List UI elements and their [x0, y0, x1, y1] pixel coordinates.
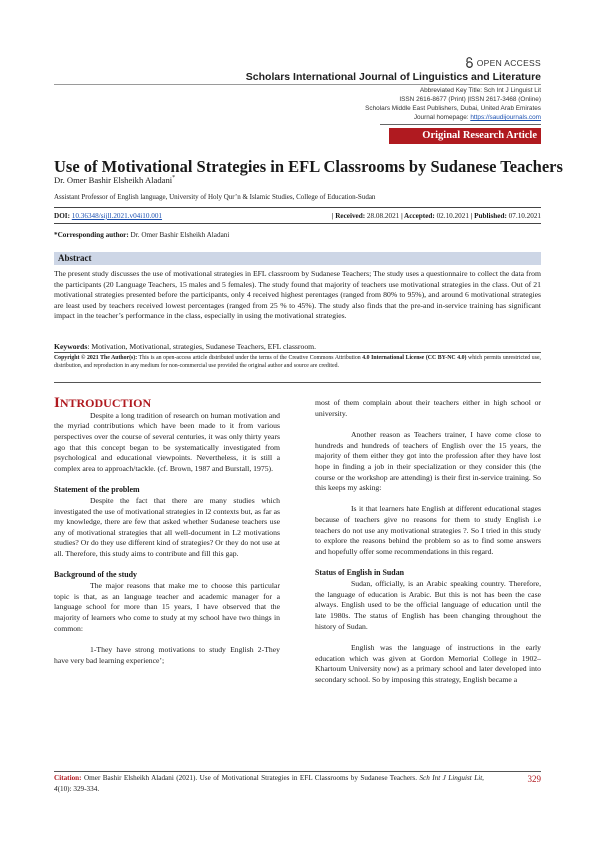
corresponding-name: Dr. Omer Bashir Elsheikh Aladani [130, 231, 230, 239]
citation-text: Omer Bashir Elsheikh Aladani (2021). Use of Motivational Strategies in EFL Classrooms by Sudanese Teachers. [81, 774, 420, 782]
article-type-banner: Original Research Article [389, 128, 541, 144]
introduction-rest: NTRODUCTION [59, 396, 152, 410]
statement-heading: Statement of the problem [54, 485, 140, 495]
open-access-badge [465, 57, 541, 68]
footer-divider [54, 771, 541, 772]
journal-title: Scholars International Journal of Linguistics and Literature [245, 71, 541, 83]
statement-paragraph: Despite the fact that there are many studies which investigated the use of motivational strategies in l2 contexts but, as far as my knowledge, there are few that asked whether Sudanese teachers use any of motivational strategies that all well-document in L2 motivations studies? Or do they use different kind of strategies? Or they do not use at all. Therefore, this study aims to contribute and fill this gap. [54, 495, 280, 559]
homepage-label: Journal homepage: [413, 114, 471, 121]
copyright-divider [54, 382, 541, 383]
open-lock-icon [465, 57, 474, 68]
author-name: Dr. Omer Bashir Elsheikh Aladani [54, 175, 173, 185]
published-date: 07.10.2021 [508, 212, 541, 220]
accepted-label: | Accepted: [401, 212, 435, 220]
corresponding-author [54, 231, 229, 239]
received-label: | Received: [331, 212, 366, 220]
copyright-notice [54, 354, 541, 370]
right-paragraph-continued: most of them complain about their teachers either in high school or university. [315, 398, 541, 418]
doi-bottom-divider [54, 223, 541, 224]
homepage-link[interactable]: https://saudijournals.com [470, 114, 541, 121]
keywords-line [54, 342, 541, 351]
question-paragraph: Is it that learners hate English at different educational stages because of teachers give no reasons for them to study English i.e teachers do not use any motivational strategies ?. So I tried in this study to explore the reasons behind the problem so as to find some answers and hopefully offer some recommendations in this regard. [315, 504, 541, 557]
abstract-text: The present study discusses the use of motivational strategies in EFL classroom by Sudanese Teachers; The study uses a questionnaire to collect the data from the participants (20 Language Teachers, 15 males and 5 females). The study found that majority of teachers use motivational strategies in the class. Out of 21 motivational strategies presented before the participants, only 4 received highest perentages (ranged from 80% to 95%), and around 6 motivational strategies are least used by teachers received lowest percentages (ranged from 25 % to 45%). The study also finds that the pre-and in-service training has significant impact in the teacher’s performance in the class, especially in using the motivational strategies. [54, 269, 541, 321]
header-divider [54, 84, 541, 85]
copyright-text: This is an open-access article distributed under the terms of the Creative Commons Attribution [137, 355, 363, 361]
body-column-left [54, 395, 280, 666]
dates-block [332, 212, 541, 220]
author-line [54, 175, 175, 185]
author-affiliation: Assistant Professor of English language, University of Holy Qur’n & Islamic Studies, College of Education-Sudan [54, 193, 376, 201]
citation-journal: Sch Int J Linguist Lit, 4 [54, 774, 484, 793]
doi-link[interactable]: 10.36348/sijll.2021.v04i10.001 [71, 212, 163, 220]
open-access-label: OPEN ACCESS [476, 57, 541, 68]
copyright-label: Copyright © 2021 The Author(s): [54, 355, 138, 361]
introduction-heading [54, 395, 280, 411]
status-paragraph: Sudan, officially, is an Arabic speaking country. Therefore, the language of education is Arabic. But this is not has been the case always. English used to be the official language of education until the late 1980s. The status of English has been changing throughout the history of Sudan. [315, 578, 541, 631]
license-name: 4.0 International License (CC BY-NC 4.0) [362, 355, 467, 361]
body-column-right [315, 398, 541, 685]
accepted-date: 02.10.2021 [436, 212, 469, 220]
background-heading: Background of the study [54, 570, 137, 580]
publisher-line: Scholars Middle East Publishers, Dubai, United Arab Emirates [365, 105, 541, 112]
abbreviated-key-title: Abbreviated Key Title: Sch Int J Linguist Lit [419, 87, 541, 94]
doi-dates-row [54, 212, 541, 220]
article-title: Use of Motivational Strategies in EFL Classrooms by Sudanese Teachers [54, 157, 563, 176]
status-heading: Status of English in Sudan [315, 568, 405, 578]
journal-homepage [414, 114, 541, 121]
background-paragraph: The major reasons that make me to choose this particular topic is that, as an language teacher and academic manager for a language school for more than 15 years, I have observed that the majority of learners who come to study at my school have two things in common: [54, 581, 280, 633]
author-mark: * [172, 175, 176, 182]
keywords-label: Keywords [54, 342, 88, 351]
citation-tail: (10): 329-334. [57, 784, 100, 793]
issn-line: ISSN 2616-8677 (Print) |ISSN 2617-3468 (Online) [399, 96, 541, 103]
received-date: 28.08.2021 [366, 212, 400, 220]
corresponding-label: *Corresponding author: [54, 231, 129, 239]
intro-paragraph: Despite a long tradition of research on human motivation and the myriad contributions which have been made to it from various perspectives over the course of several centuries, it was only thirty years ago that this concept began to be systematically investigated from psychological and educational viewpoints. Nevertheless, it is still a complex area to approach/tackle. (cf. Brown, 1987 and Burstall, 1975). [54, 410, 280, 473]
background-list: 1-They have strong motivations to study English 2-They have very bad learning experience’; [54, 644, 280, 665]
published-label: | Published: [470, 212, 507, 220]
citation-label: Citation: [54, 774, 82, 782]
page-number: 329 [527, 774, 541, 784]
copyright-tail: which permits unrestricted use, distribution, and reproduction in any medium for non-commercial use provided the original author and source are credited. [54, 355, 541, 369]
doi-block [54, 212, 162, 220]
keywords-list: : Motivation, Motivational, strategies, Sudanese Teachers, EFL classroom. [87, 342, 317, 351]
trainer-paragraph: Another reason as Teachers trainer, I have come close to hundreds and hundreds of teachers of English over the 15 years, the majority of them either they got into the profession after they have lost hope in finding a job in their specialization or they consider this (the course or the workshop are attending) is their first in-service training. So this keeps my asking: [315, 429, 541, 493]
homepage-divider [380, 124, 541, 125]
keywords-divider [54, 352, 541, 353]
status-paragraph-2: English was the language of instructions in the early education which was given at Gordon Memorial College in 1902– Khartoum University now) as a primary school and later developed into secondary school. So by imposing this strategy, English became a [315, 642, 541, 684]
introduction-initial: I [54, 395, 60, 411]
abstract-heading: Abstract [54, 252, 541, 265]
doi-top-divider [54, 207, 541, 208]
doi-label: DOI: [54, 212, 70, 220]
citation-block [54, 773, 484, 794]
